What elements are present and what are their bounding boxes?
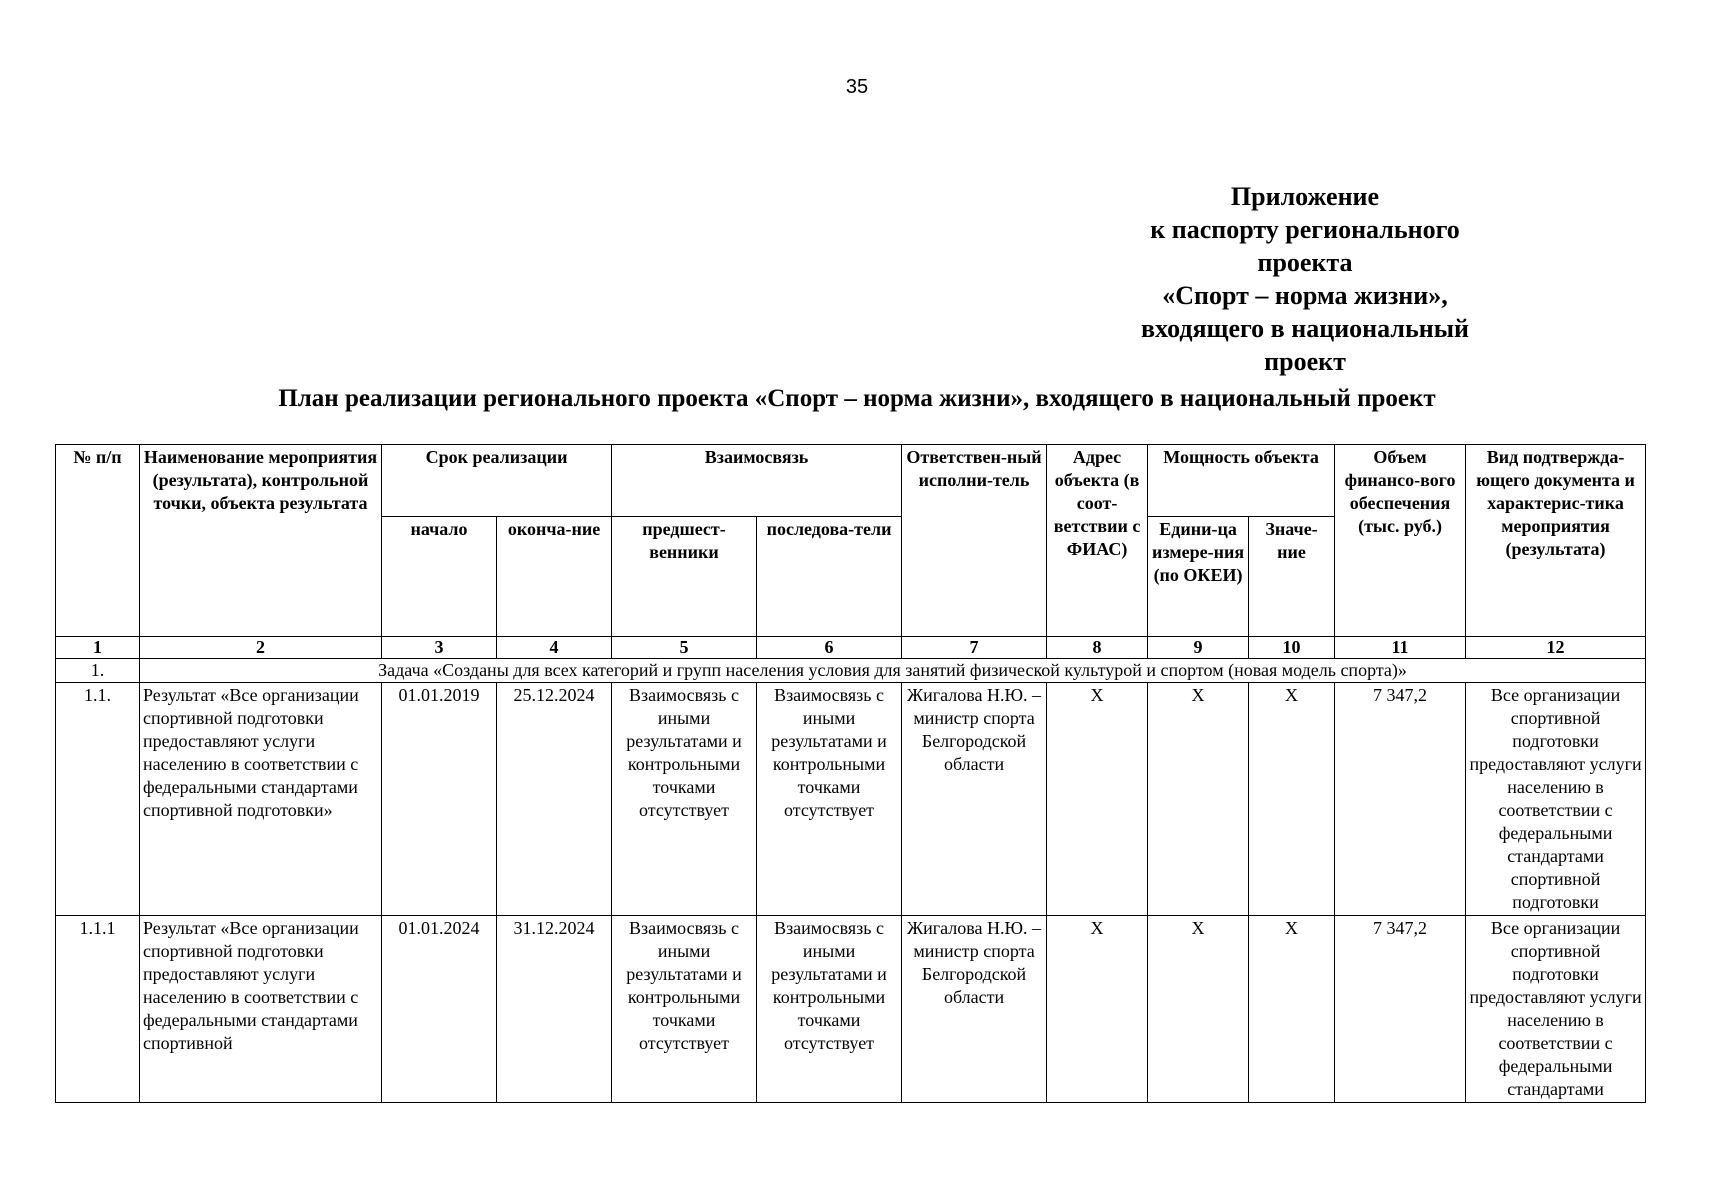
column-number: 2 [140, 637, 382, 659]
row-document: Все организации спортивной подготовки предоставляют услуги населению в соответствии с федеральными стандартами спортивной подготовки [1466, 683, 1646, 916]
table-row [56, 916, 1646, 1103]
row-funding: 7 347,2 [1335, 683, 1466, 916]
header-value: Значе-ние [1249, 517, 1335, 637]
header-end: оконча-ние [497, 517, 612, 637]
column-number: 9 [1148, 637, 1249, 659]
plan-table [55, 444, 1646, 1103]
column-number: 10 [1249, 637, 1335, 659]
column-number: 3 [382, 637, 497, 659]
page-number: 35 [845, 76, 869, 98]
header-capacity: Мощность объекта [1148, 445, 1335, 517]
row-end: 25.12.2024 [497, 683, 612, 916]
row-executor: Жигалова Н.Ю. – министр спорта Белгородской области [902, 916, 1047, 1103]
header-funding: Объем финансо-вого обеспечения (тыс. руб.) [1335, 445, 1466, 637]
header-relation: Взаимосвязь [612, 445, 902, 517]
column-number: 1 [56, 637, 140, 659]
column-number: 4 [497, 637, 612, 659]
row-unit: Х [1148, 683, 1249, 916]
column-number-row [56, 637, 1646, 659]
row-successors: Взаимосвязь с иными результатами и контрольными точками отсутствует [757, 683, 902, 916]
row-successors: Взаимосвязь с иными результатами и контрольными точками отсутствует [757, 916, 902, 1103]
row-num: 1.1.1 [56, 916, 140, 1103]
column-number: 8 [1047, 637, 1148, 659]
row-end: 31.12.2024 [497, 916, 612, 1103]
appendix-line: «Спорт – норма жизни», [1162, 281, 1448, 310]
row-unit: Х [1148, 916, 1249, 1103]
row-start: 01.01.2019 [382, 683, 497, 916]
appendix-line: Приложение [1230, 182, 1380, 211]
column-number: 5 [612, 637, 757, 659]
row-value: Х [1249, 683, 1335, 916]
header-term: Срок реализации [382, 445, 612, 517]
row-executor: Жигалова Н.Ю. – министр спорта Белгородской области [902, 683, 1047, 916]
row-address: Х [1047, 916, 1148, 1103]
row-predecessors: Взаимосвязь с иными результатами и контрольными точками отсутствует [612, 683, 757, 916]
appendix-line: к паспорту регионального проекта [1150, 215, 1460, 277]
column-number: 6 [757, 637, 902, 659]
row-funding: 7 347,2 [1335, 916, 1466, 1103]
header-unit: Едини-ца измере-ния (по ОКЕИ) [1148, 517, 1249, 637]
header-executor: Ответствен-ный исполни-тель [902, 445, 1047, 637]
row-document: Все организации спортивной подготовки предоставляют услуги населению в соответствии с федеральными стандартами [1466, 916, 1646, 1103]
header-name: Наименование мероприятия (результата), контрольной точки, объекта результата [140, 445, 382, 637]
row-address: Х [1047, 683, 1148, 916]
row-name: Результат «Все организации спортивной подготовки предоставляют услуги населению в соответствии с федеральными стандартами спортивной подготовки» [140, 683, 382, 916]
table-row [56, 683, 1646, 916]
row-start: 01.01.2024 [382, 916, 497, 1103]
task-text: Задача «Созданы для всех категорий и групп населения условия для занятий физической культурой и спортом (новая модель спорта)» [140, 659, 1646, 683]
plan-title: План реализации регионального проекта «Спорт – норма жизни», входящего в национальный проект [278, 385, 1436, 412]
task-num: 1. [56, 659, 140, 683]
header-start: начало [382, 517, 497, 637]
row-name: Результат «Все организации спортивной подготовки предоставляют услуги населению в соответствии с федеральными стандартами спортивной [140, 916, 382, 1103]
appendix-heading [1100, 180, 1510, 378]
task-row [56, 659, 1646, 683]
column-number: 7 [902, 637, 1047, 659]
header-row [56, 445, 1646, 517]
column-number: 12 [1466, 637, 1646, 659]
row-predecessors: Взаимосвязь с иными результатами и контрольными точками отсутствует [612, 916, 757, 1103]
row-value: Х [1249, 916, 1335, 1103]
row-num: 1.1. [56, 683, 140, 916]
header-predecessors: предшест-венники [612, 517, 757, 637]
column-number: 11 [1335, 637, 1466, 659]
header-successors: последова-тели [757, 517, 902, 637]
appendix-line: входящего в национальный проект [1141, 314, 1469, 376]
header-address: Адрес объекта (в соот-ветствии с ФИАС) [1047, 445, 1148, 637]
header-num: № п/п [56, 445, 140, 637]
header-document: Вид подтвержда-ющего документа и характерис-тика мероприятия (результата) [1466, 445, 1646, 637]
